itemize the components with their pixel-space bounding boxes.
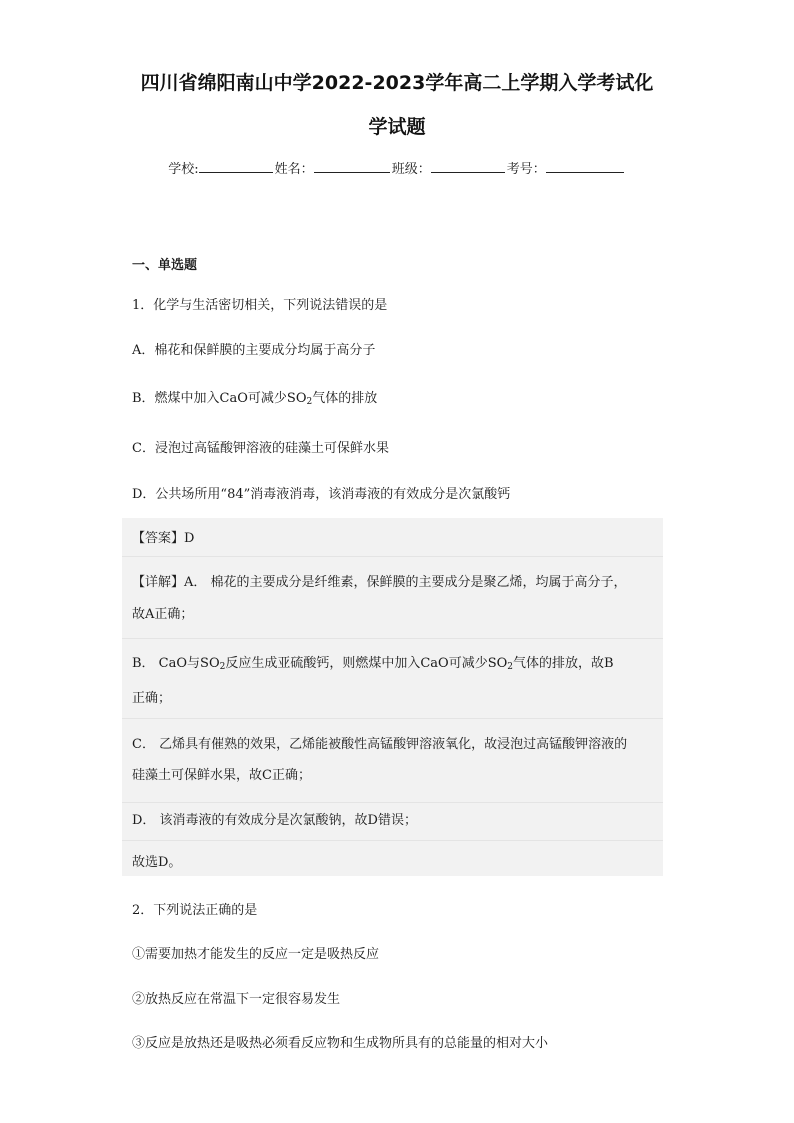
q1-option-a: A．棉花和保鲜膜的主要成分均属于高分子	[132, 343, 376, 358]
q1-detail-c-line1: C． 乙烯具有催熟的效果，乙烯能被酸性高锰酸钾溶液氧化，故浸泡过高锰酸钾溶液的	[132, 737, 628, 752]
answer-divider	[122, 802, 663, 803]
q2-item-1: ①需要加热才能发生的反应一定是吸热反应	[132, 947, 380, 962]
exam-title-line1: 四川省绵阳南山中学2022-2023学年高二上学期入学考试化	[140, 72, 654, 94]
section-title: 一、单选题	[132, 258, 198, 273]
student-info-row	[0, 158, 794, 177]
q1-detail-b-line2: 正确；	[132, 691, 172, 706]
class-blank[interactable]	[431, 158, 505, 173]
class-label: 班级：	[391, 162, 431, 177]
answer-divider	[122, 718, 663, 719]
name-label: 姓名：	[274, 162, 314, 177]
q2-item-3: ③反应是放热还是吸热必须看反应物和生成物所具有的总能量的相对大小	[132, 1036, 549, 1051]
q2-stem: 2．下列说法正确的是	[132, 903, 258, 918]
name-blank[interactable]	[314, 158, 390, 173]
q1-option-c: C．浸泡过高锰酸钾溶液的硅藻土可保鲜水果	[132, 441, 389, 456]
answer-divider	[122, 638, 663, 639]
school-blank[interactable]	[199, 158, 273, 173]
q1-detail-a-line2: 故A正确；	[132, 607, 194, 622]
q1-detail-c-line2: 硅藻土可保鲜水果，故C正确；	[132, 768, 311, 783]
q1-answer: 【答案】D	[132, 531, 195, 546]
exam-number-label: 考号：	[506, 162, 546, 177]
q1-detail-d: D． 该消毒液的有效成分是次氯酸钠，故D错误；	[132, 813, 417, 828]
q2-item-2: ②放热反应在常温下一定很容易发生	[132, 992, 341, 1007]
school-label: 学校:	[168, 162, 199, 177]
q1-detail-b-line1: B． CaO与$SO_2$反应生成亚硫酸钙，则燃煤中加入CaO可减少$SO_2$气体的排放，故B	[132, 656, 614, 672]
q1-option-b: B．燃煤中加入CaO可减少$SO_2$气体的排放	[132, 391, 378, 407]
q1-option-d: D．公共场所用“84”消毒液消毒，该消毒液的有效成分是次氯酸钙	[132, 487, 511, 502]
q1-stem: 1．化学与生活密切相关，下列说法错误的是	[132, 298, 388, 313]
exam-number-blank[interactable]	[546, 158, 624, 173]
q1-conclusion: 故选D。	[132, 855, 182, 870]
answer-divider	[122, 840, 663, 841]
answer-divider	[122, 556, 663, 557]
q1-detail-a-line1: 【详解】A． 棉花的主要成分是纤维素，保鲜膜的主要成分是聚乙烯，均属于高分子，	[132, 575, 627, 590]
exam-title-line2: 学试题	[368, 116, 426, 138]
